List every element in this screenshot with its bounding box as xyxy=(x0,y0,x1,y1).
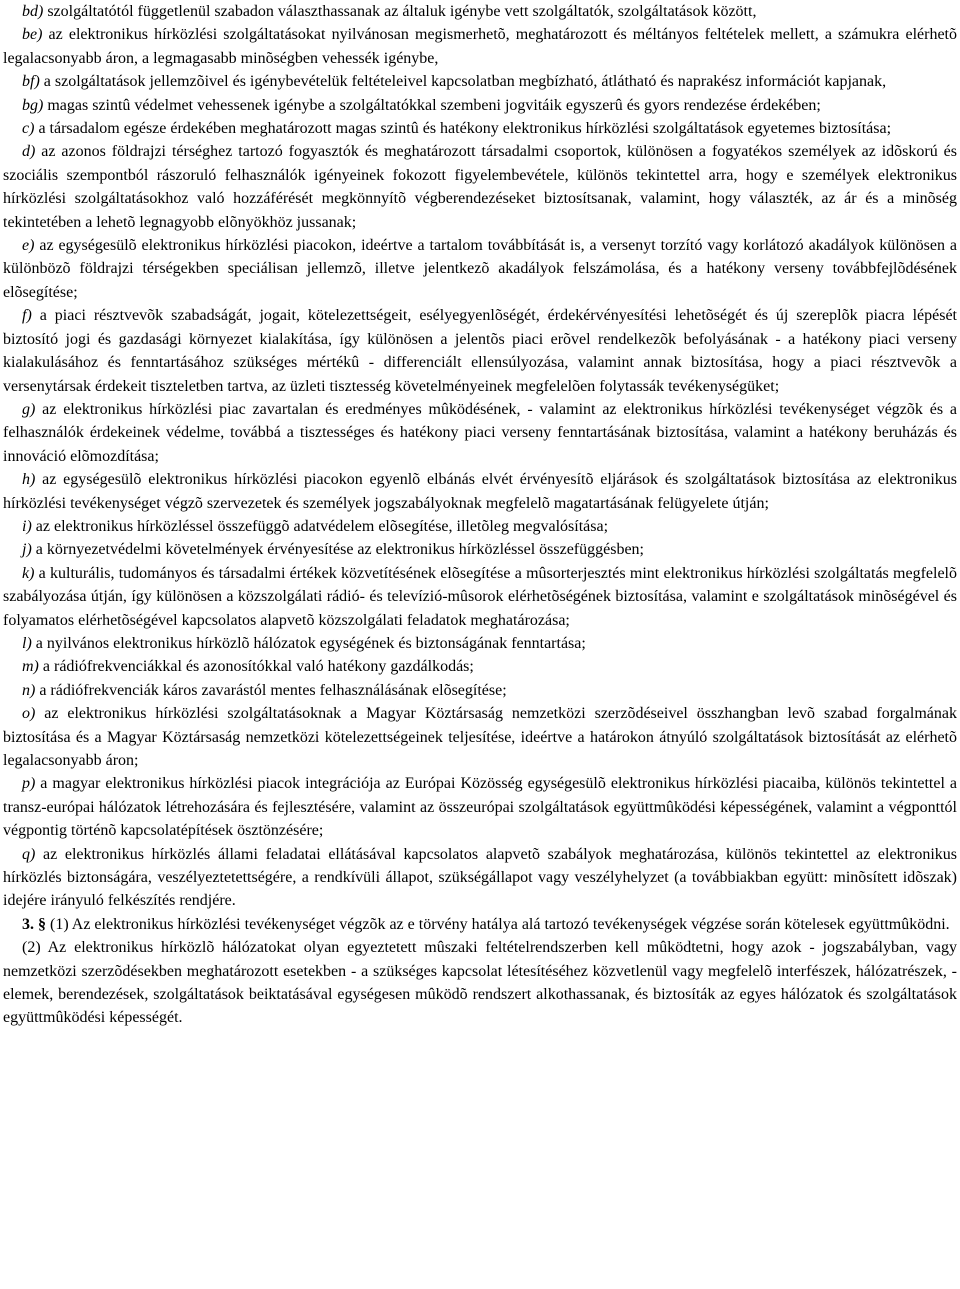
list-item xyxy=(3,562,957,632)
list-item xyxy=(3,23,957,70)
list-item xyxy=(3,468,957,515)
list-item xyxy=(3,679,957,702)
list-item-label: j) xyxy=(22,541,32,559)
list-item-label: g) xyxy=(22,400,36,418)
list-item-text: a szolgáltatások jellemzõivel és igénybevételük feltételeivel kapcsolatban megbízható, átlátható és naprakész információt kapjanak, xyxy=(39,73,887,91)
list-item xyxy=(3,515,957,538)
paragraph-list xyxy=(3,0,957,913)
list-item xyxy=(3,772,957,842)
list-item-label: e) xyxy=(22,237,35,255)
list-item-label: l) xyxy=(22,634,32,652)
list-item xyxy=(3,398,957,468)
list-item xyxy=(3,655,957,678)
list-item-text: az elektronikus hírközléssel összefüggõ adatvédelem elõsegítése, illetõleg megvalósítása; xyxy=(31,517,609,535)
list-item xyxy=(3,140,957,234)
list-item-label: i) xyxy=(22,517,32,535)
list-item-label: o) xyxy=(22,705,36,723)
list-item-label: n) xyxy=(22,681,36,699)
list-item-label: f) xyxy=(22,307,32,325)
list-item-label: h) xyxy=(22,471,36,489)
section-3-paragraph-1-text: (1) Az elektronikus hírközlési tevékenységet végzõk az e törvény hatálya alá tartozó tevékenységek végzése során kötelesek együttmûködni. xyxy=(46,915,950,933)
list-item-label: bd) xyxy=(22,3,44,20)
list-item-text: az elektronikus hírközlési piac zavartalan és eredményes mûködésének, - valamint az elektronikus hírközlési tevékenységet végzõk és a felhasználók érdekeinek védelme, továbbá a tisztességes és hatékony piaci verseny fenntartásának biztosítása, valamint a hatékony beruházás és innováció elõmozdítása; xyxy=(3,400,957,465)
list-item-label: bg) xyxy=(22,96,44,114)
list-item-text: az egységesülõ elektronikus hírközlési piacokon egyenlõ elbánás elvét érvényesítõ eljárások és szolgáltatások biztosítása az elektronikus hírközlési tevékenységet végzõ szervezetek és személyek jogszabályoknak megfelelõ magatartásának felügyelete útján; xyxy=(3,471,957,512)
list-item-text: az elektronikus hírközlési szolgáltatásoknak a Magyar Köztársaság nemzetközi szerzõdéseivel összhangban levõ szabad forgalmának biztosítása és a Magyar Köztársaság nemzetközi kötelezettségeinek teljesítése, ideértve a határokon átnyúló szolgáltatások biztosítását az elérhetõ legalacsonyabb áron; xyxy=(3,705,957,769)
list-item-label: m) xyxy=(22,658,39,676)
list-item xyxy=(3,304,957,398)
list-item-label: p) xyxy=(22,775,36,793)
list-item-label: be) xyxy=(22,26,43,44)
list-item-label: d) xyxy=(22,143,36,161)
list-item-text: a piaci résztvevõk szabadságát, jogait, kötelezettségeit, esélyegyenlõségét, érdekérvényesítési lehetõségét és új szereplõk piacra lépését biztosító jogi és gazdasági környezet kialakítása, így különösen a jelentõs piaci erõvel rendelkezõk befolyásának - a hatékony piaci verseny kialakulásához és fenntartásához szükséges mértékû - differenciált ellensúlyozása, valamint annak biztosítása, hogy a piaci résztvevõk a versenytársak érdekeit tiszteletben tartva, az üzleti tisztesség követelményeinek megfelelõen folytassák tevékenységüket; xyxy=(3,307,957,395)
list-item-label: bf) xyxy=(22,73,40,91)
list-item-text: az azonos földrajzi térséghez tartozó fogyasztók és meghatározott társadalmi csoportok, különösen a fogyatékos személyek az idõskorú és szociális szempontból rászoruló felhasználók igényeinek fokozott figyelembevétele, különös tekintettel arra, hogy e személyek elektronikus hírközlési szolgáltatásokhoz való hozzáférését megkönnyítõ végberendezéseket biztosítsanak, valamint, hogy választék, az ár és a minõség tekintetében a lehetõ legnagyobb elõnyökhöz jussanak; xyxy=(3,143,957,231)
list-item-text: a környezetvédelmi követelmények érvényesítése az elektronikus hírközléssel összefüggésben; xyxy=(31,541,644,559)
list-item-label: k) xyxy=(22,564,35,582)
list-item-text: a rádiófrekvenciákkal és azonosítókkal való hatékony gazdálkodás; xyxy=(38,658,474,676)
list-item xyxy=(3,843,957,913)
list-item xyxy=(3,632,957,655)
list-item-text: szolgáltatótól függetlenül szabadon választhassanak az általuk igénybe vett szolgáltatók, szolgáltatások között, xyxy=(43,3,757,20)
list-item xyxy=(3,702,957,772)
list-item-label: q) xyxy=(22,845,36,863)
list-item-text: az elektronikus hírközlési szolgáltatásokat nyilvánosan megismerhetõ, meghatározott és méltányos feltételek mellett, a számukra elérhetõ legalacsonyabb áron, a legmagasabb minõségben vehessék igénybe, xyxy=(3,26,957,67)
list-item xyxy=(3,538,957,561)
list-item xyxy=(3,234,957,304)
list-item-text: a társadalom egésze érdekében meghatározott magas szintû és hatékony elektronikus hírközlési szolgáltatások egyetemes biztosítása; xyxy=(34,120,892,138)
section-3-paragraph-1 xyxy=(3,913,957,936)
list-item-label: c) xyxy=(22,120,35,138)
list-item xyxy=(3,94,957,117)
list-item-text: a rádiófrekvenciák káros zavarástól mentes felhasználásának elõsegítése; xyxy=(35,681,507,699)
section-3-paragraph-2: (2) Az elektronikus hírközlõ hálózatokat olyan egyeztetett mûszaki feltételrendszerben kell mûködtetni, hogy azok - jogszabályban, vagy nemzetközi szerzõdésekben meghatározott esetekben - a szükséges kapcsolat létesítéséhez közvetlenül vagy megfelelõ interfészek, hálózatrészek, -elemek, berendezések, szolgáltatások beiktatásával egységesen mûködõ rendszert alkothassanak, és biztosíták az egyes hálózatok és szolgáltatások együttmûködési képességét. xyxy=(3,939,957,1027)
list-item-text: magas szintû védelmet vehessenek igénybe a szolgáltatókkal szembeni jogvitáik egyszerû és gyors rendezése érdekében; xyxy=(43,96,821,114)
list-item xyxy=(3,117,957,140)
list-item-text: az egységesülõ elektronikus hírközlési piacokon, ideértve a tartalom továbbítását is, a versenyt torzító vagy korlátozó akadályok különösen a különbözõ földrajzi térségekben speciálisan jellemzõ, illetve jelentkezõ akadályok felszámolása, és a hatékony verseny továbbfejlõdésének elõsegítése; xyxy=(3,237,957,301)
list-item xyxy=(3,0,957,23)
section-number: 3. § xyxy=(22,915,46,933)
list-item xyxy=(3,70,957,93)
list-item-text: a kulturális, tudományos és társadalmi értékek közvetítésének elõsegítése a mûsorterjesztés mint elektronikus hírközlési szolgáltatás megfelelõ szabályozása útján, így különösen a közszolgálati rádió- és televízió-mûsorok elérhetõségének biztosítása, valamint e szolgáltatások minõségével és folyamatos elérhetõségével kapcsolatos alapvetõ közszolgálati feladatok meghatározása; xyxy=(3,564,957,629)
list-item-text: az elektronikus hírközlés állami feladatai ellátásával kapcsolatos alapvetõ szabályok meghatározása, különös tekintettel az elektronikus hírközlés biztonságára, veszélyeztetettségére, a rendkívüli állapot, szükségállapot vagy veszélyhelyzet (a továbbiakban együtt: minõsített idõszak) idejére irányuló felkészítés rendjére. xyxy=(3,845,957,910)
list-item-text: a magyar elektronikus hírközlési piacok integrációja az Európai Közösség egységesülõ elektronikus hírközlési piacaiba, különös tekintettel a transz-európai hálózatok létrehozására és fejlesztésére, valamint az összeurópai szolgáltatások együttmûködési képességének, valamint a végponttól végpontig történõ kapcsolatépítések ösztönzésére; xyxy=(3,775,957,840)
list-item-text: a nyilvános elektronikus hírközlõ hálózatok egységének és biztonságának fenntartása; xyxy=(31,634,586,652)
